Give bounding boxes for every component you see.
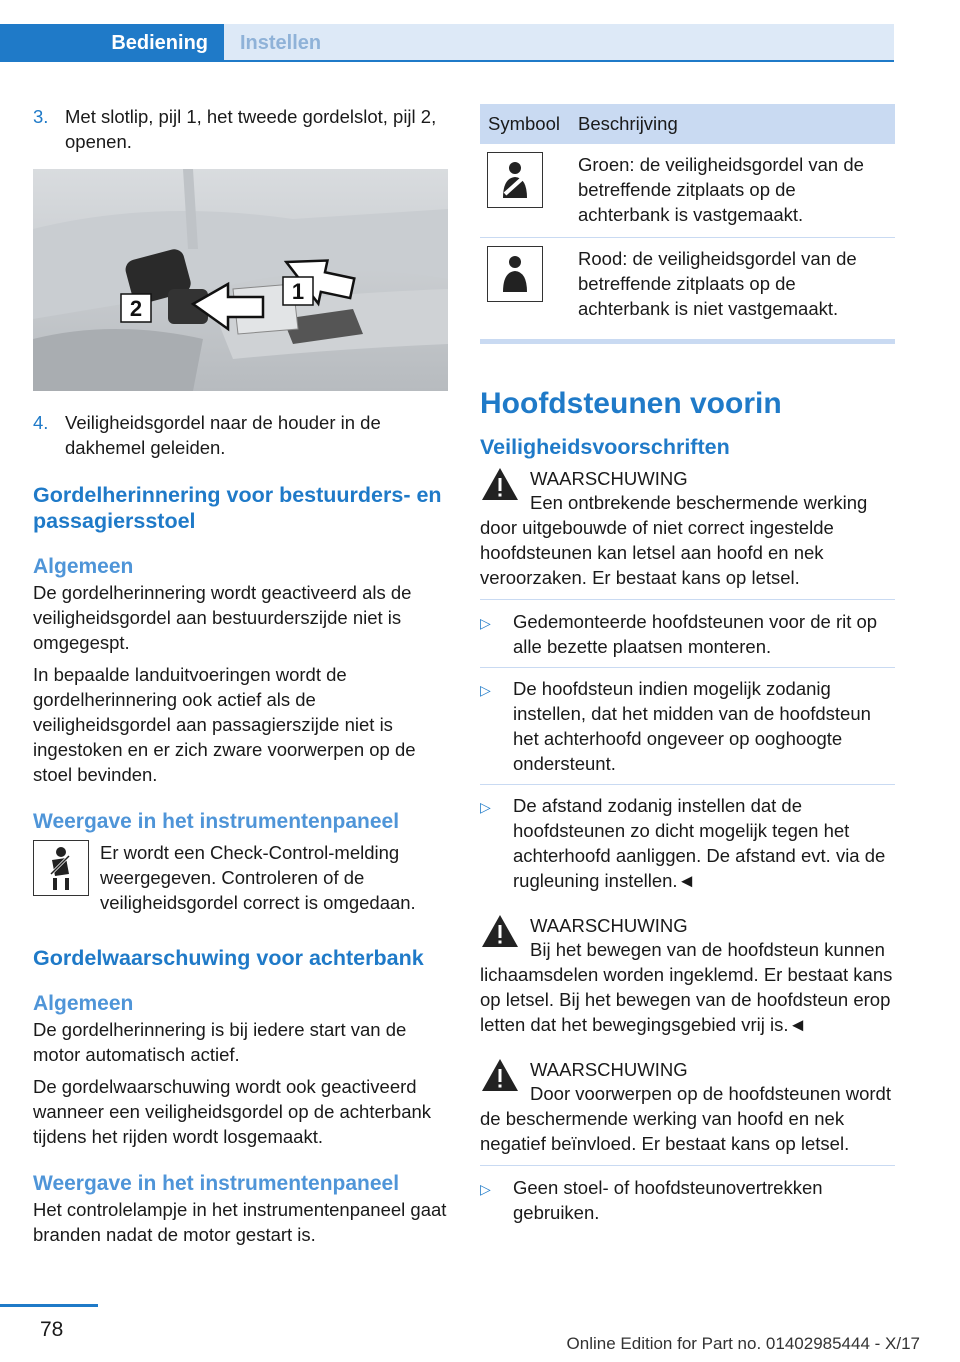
warning-title: WAARSCHUWING	[530, 1059, 688, 1080]
seatbelt-unfastened-icon	[487, 246, 543, 302]
step-number: 4.	[33, 412, 49, 433]
heading-general-2: Algemeen	[33, 992, 134, 1015]
step-number: 3.	[33, 106, 49, 127]
list-item-text: Gedemonteerde hoofdsteunen voor de rit op alle bezette plaatsen monteren.	[513, 611, 878, 657]
paragraph: De gordelwaarschuwing wordt ook geactiveerd wanneer een veiligheidsgordel op de achterbank tijdens het rijden wordt losgemaakt.	[33, 1076, 432, 1147]
step-3	[33, 104, 448, 154]
table-cell: Rood: de veiligheidsgordel van de betreffende zitplaats op de achterbank is niet vastgemaakt.	[578, 248, 857, 319]
photo-label-2: 2	[129, 296, 143, 321]
table-header	[480, 104, 895, 144]
warning-text: Een ontbrekende beschermende werking door uitgebouwde of niet correct ingestelde hoofdsteunen kan letsel aan hoofd en nek veroorzaken. Er bestaat kans op letsel.	[480, 492, 868, 588]
warning-title: WAARSCHUWING	[530, 468, 688, 489]
warning-triangle-icon	[480, 913, 520, 949]
list-item	[480, 793, 895, 893]
paragraph: In bepaalde landuitvoeringen wordt de gordelherinnering ook actief als de veiligheidsgordel aan passagierszijde niet is ingestoken en er zich zware voorwerpen op de stoel bevinden.	[33, 664, 416, 785]
bullet-triangle-icon: ▷	[480, 615, 491, 631]
tab-divider	[0, 60, 894, 62]
paragraph: Er wordt een Check-Control-melding weergegeven. Controleren of de veiligheidsgordel correct is omgedaan.	[100, 842, 416, 913]
list-item	[480, 1175, 895, 1225]
right-column	[480, 104, 895, 1225]
tab-instellen[interactable]: Instellen	[224, 24, 894, 62]
page-number: 78	[40, 1318, 64, 1341]
paragraph: Het controlelampje in het instrumentenpaneel gaat branden nadat de motor gestart is.	[33, 1199, 447, 1245]
list-item-text: De hoofdsteun indien mogelijk zodanig instellen, dat het midden van de hoofdsteun het achterhoofd ongeveer op ooghoogte ondersteunt.	[513, 678, 871, 774]
bullet-triangle-icon: ▷	[480, 799, 491, 815]
edition-note: Online Edition for Part no. 01402985444 - X/17	[566, 1334, 920, 1353]
warning-triangle-icon	[480, 466, 520, 502]
table-cell: Groen: de veiligheidsgordel van de betreffende zitplaats op de achterbank is vastgemaakt.	[570, 144, 895, 238]
heading-front-headrests: Hoofdsteunen voorin	[480, 387, 782, 420]
list-item-text: Geen stoel- of hoofdsteunovertrekken gebruiken.	[513, 1177, 823, 1223]
check-control-block	[33, 840, 448, 915]
warning-text: Door voorwerpen op de hoofdsteunen wordt de beschermende werking van hoofd en nek negatief beïnvloed. Er bestaat kans op letsel.	[480, 1083, 891, 1154]
photo-label-1: 1	[291, 279, 305, 304]
warning-title: WAARSCHUWING	[530, 915, 688, 936]
warning-text: Bij het bewegen van de hoofdsteun kunnen lichaamsdelen worden ingeklemd. Er bestaat kans op letsel. Bij het bewegen van de hoofdsteun erop letten dat het bewegingsgebied vrij is.◄	[480, 939, 893, 1035]
list-item-text: De afstand zodanig instellen dat de hoofdsteunen zo dicht mogelijk tegen het achterhoofd aanliggen. De afstand evt. via de rugleuning instellen.◄	[513, 795, 886, 891]
tab-bediening[interactable]: Bediening	[0, 24, 224, 62]
column-header: Beschrijving	[570, 104, 895, 144]
step-text: Met slotlip, pijl 1, het tweede gordelslot, pijl 2, openen.	[65, 106, 437, 152]
heading-instrument-display-1: Weergave in het instrumentenpaneel	[33, 810, 400, 833]
bullet-triangle-icon: ▷	[480, 1181, 491, 1197]
left-column	[33, 104, 448, 1247]
list-item	[480, 609, 895, 659]
column-header: Symbool	[480, 104, 570, 144]
list-item	[480, 676, 895, 776]
heading-rear-seat-warning: Gordelwaarschuwing voor achterbank	[33, 946, 424, 970]
table-row	[480, 144, 895, 238]
step-4	[33, 410, 448, 460]
heading-general-1: Algemeen	[33, 555, 134, 578]
bullet-triangle-icon: ▷	[480, 682, 491, 698]
heading-instrument-display-2: Weergave in het instrumentenpaneel	[33, 1172, 400, 1195]
heading-safety-notes: Veiligheidsvoorschriften	[480, 435, 730, 459]
seatbelt-buckle-photo	[33, 169, 448, 391]
heading-seatbelt-reminder: Gordelherinnering voor bestuurders- en passagiersstoel	[33, 483, 442, 533]
seatbelt-warning-icon	[33, 840, 89, 896]
paragraph: De gordelherinnering is bij iedere start van de motor automatisch actief.	[33, 1019, 407, 1065]
symbol-table	[480, 104, 895, 331]
seatbelt-fastened-icon	[487, 152, 543, 208]
footer-rule	[0, 1304, 98, 1307]
section-tabs	[0, 0, 960, 62]
paragraph: De gordelherinnering wordt geactiveerd als de veiligheidsgordel aan bestuurderszijde niet is omgegespt.	[33, 582, 412, 653]
table-row	[480, 238, 895, 332]
warning-triangle-icon	[480, 1057, 520, 1093]
step-text: Veiligheidsgordel naar de houder in de dakhemel geleiden.	[65, 412, 381, 458]
